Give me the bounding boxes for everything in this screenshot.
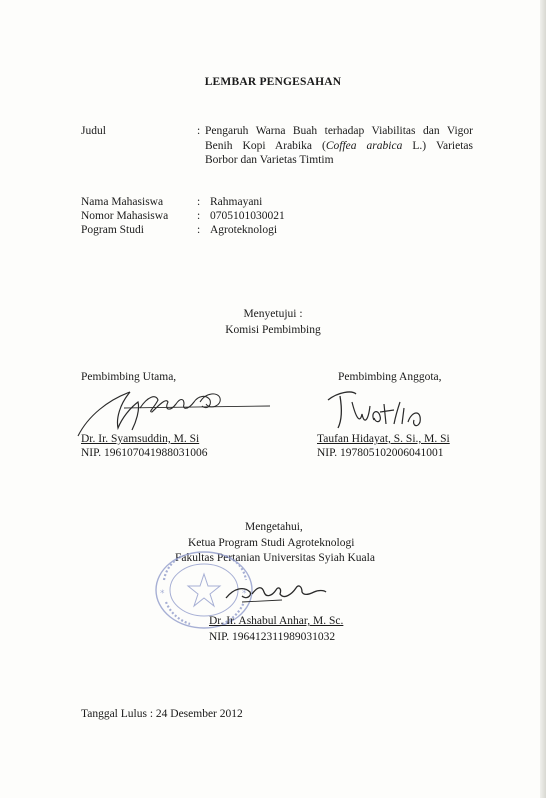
nama-label: Nama Mahasiswa: [81, 196, 164, 208]
judul-label: Judul: [81, 125, 106, 137]
ack-faculty: Fakultas Pertanian Universitas Syiah Kuala: [175, 552, 375, 564]
member-supervisor-role: Pembimbing Anggota,: [338, 371, 442, 383]
member-supervisor-nip: NIP. 197805102006041001: [317, 447, 444, 459]
nomor-label: Nomor Mahasiswa: [81, 210, 169, 222]
nomor-colon: :: [197, 210, 201, 222]
nama-value: Rahmayani: [210, 196, 263, 208]
svg-text:*: *: [242, 589, 247, 599]
prodi-colon: :: [197, 224, 201, 236]
ack-nip: NIP. 196412311989031032: [209, 631, 336, 643]
page-title: LEMBAR PENGESAHAN: [204, 76, 342, 88]
main-supervisor-name: Dr. Ir. Syamsuddin, M. Si: [81, 433, 200, 445]
judul-line-3: Borbor dan Varietas Timtim: [205, 154, 334, 166]
main-supervisor-nip: NIP. 196107041988031006: [81, 447, 208, 459]
ack-name: Dr. Ir. Ashabul Anhar, M. Sc.: [209, 615, 344, 627]
svg-text:*: *: [160, 589, 165, 599]
ack-position: Ketua Program Studi Agroteknologi: [188, 537, 355, 549]
page-edge-shadow: [540, 0, 546, 798]
main-supervisor-role: Pembimbing Utama,: [81, 371, 177, 383]
judul-line-2b: L.) Varietas: [402, 139, 473, 152]
prodi-label: Pogram Studi: [81, 224, 144, 236]
nomor-value: 0705101030021: [210, 210, 285, 222]
judul-line-2: [205, 139, 473, 154]
ack-signature: [222, 574, 332, 608]
judul-line-1: Pengaruh Warna Buah terhadap Viabilitas dan Vigor: [205, 125, 473, 137]
judul-line-2a: Benih Kopi Arabika (: [205, 139, 326, 152]
main-supervisor-signature: [60, 378, 280, 440]
member-supervisor-signature: [322, 384, 442, 438]
ack-heading: Mengetahui,: [245, 521, 303, 533]
graduation-date: Tanggal Lulus : 24 Desember 2012: [81, 708, 243, 720]
nama-colon: :: [197, 196, 201, 208]
prodi-value: Agroteknologi: [210, 224, 278, 236]
judul-species-italic: Coffea arabica: [325, 139, 403, 152]
approval-heading: Menyetujui :: [243, 308, 303, 320]
approval-committee: Komisi Pembimbing: [225, 324, 321, 336]
judul-colon: :: [197, 125, 201, 137]
judul-value: [205, 124, 473, 168]
member-supervisor-name: Taufan Hidayat, S. Si., M. Si: [317, 433, 450, 445]
